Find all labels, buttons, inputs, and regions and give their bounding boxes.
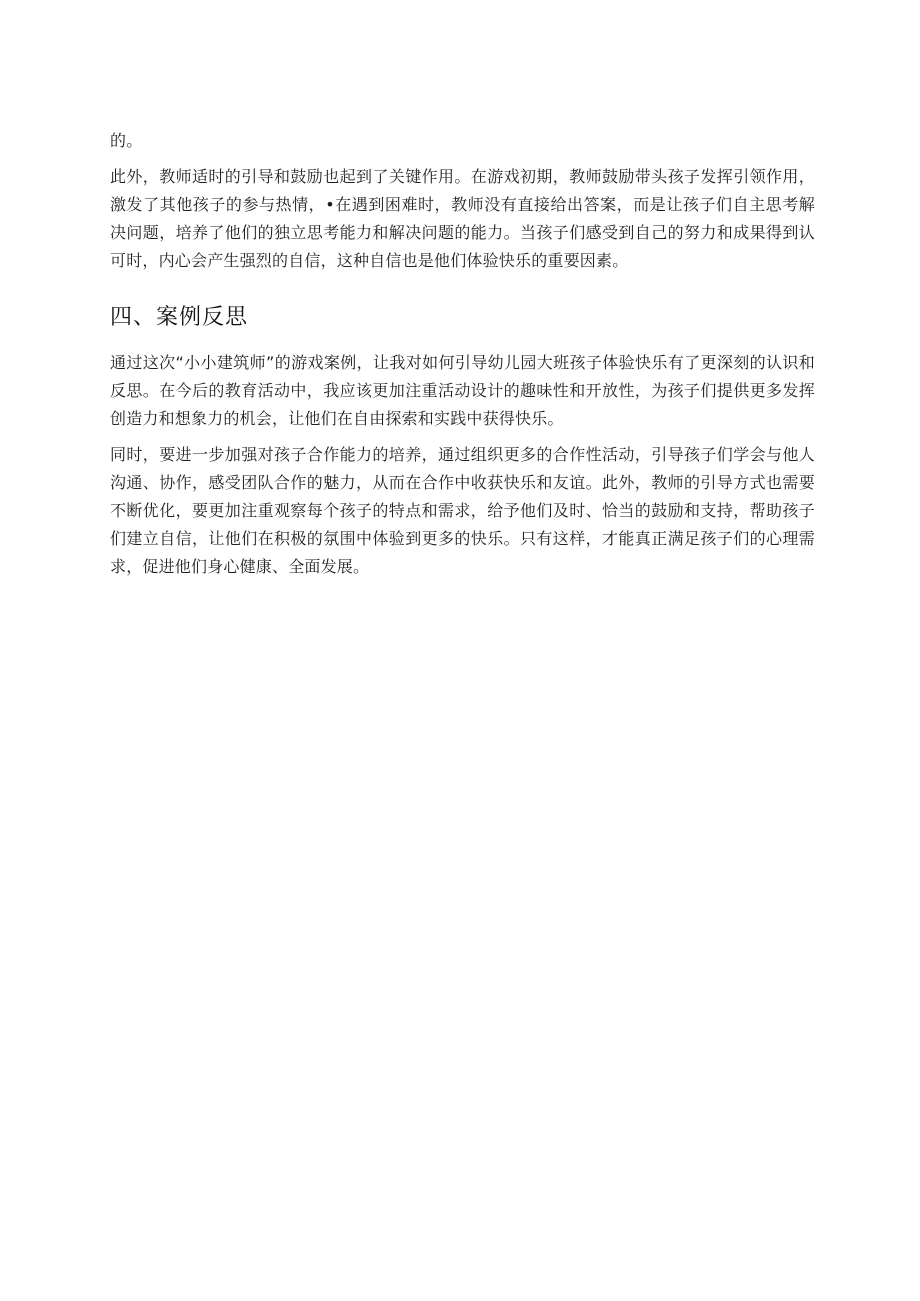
document-body xyxy=(110,127,815,581)
paragraph-guidance: 此外，教师适时的引导和鼓励也起到了关键作用。在游戏初期，教师鼓励带头孩子发挥引领作用，激发了其他孩子的参与热情，•在遇到困难时，教师没有直接给出答案，而是让孩子们自主思考解决问题，培养了他们的独立思考能力和解决问题的能力。当孩子们感受到自己的努力和成果得到认可时，内心会产生强烈的自信，这种自信也是他们体验快乐的重要因素。 xyxy=(110,167,815,270)
paragraph-cooperation: 同时，要进一步加强对孩子合作能力的培养，通过组织更多的合作性活动，引导孩子们学会与他人沟通、协作，感受团队合作的魅力，从而在合作中收获快乐和友谊。此外，教师的引导方式也需要不断优化，要更加注重观察每个孩子的特点和需求，给予他们及时、恰当的鼓励和支持，帮助孩子们建立自信，让他们在积极的氛围中体验到更多的快乐。只有这样，才能真正满足孩子们的心理需求，促进他们身心健康、全面发展。 xyxy=(110,445,815,576)
section-heading-reflection: 四、案例反思 xyxy=(110,305,249,330)
paragraph-reflection: 通过这次“小小建筑师”的游戏案例，让我对如何引导幼儿园大班孩子体验快乐有了更深刻的认识和反思。在今后的教育活动中，我应该更加注重活动设计的趣味性和开放性，为孩子们提供更多发挥创造力和想象力的机会，让他们在自由探索和实践中获得快乐。 xyxy=(110,353,815,428)
continuation-text: 的。 xyxy=(110,131,143,150)
